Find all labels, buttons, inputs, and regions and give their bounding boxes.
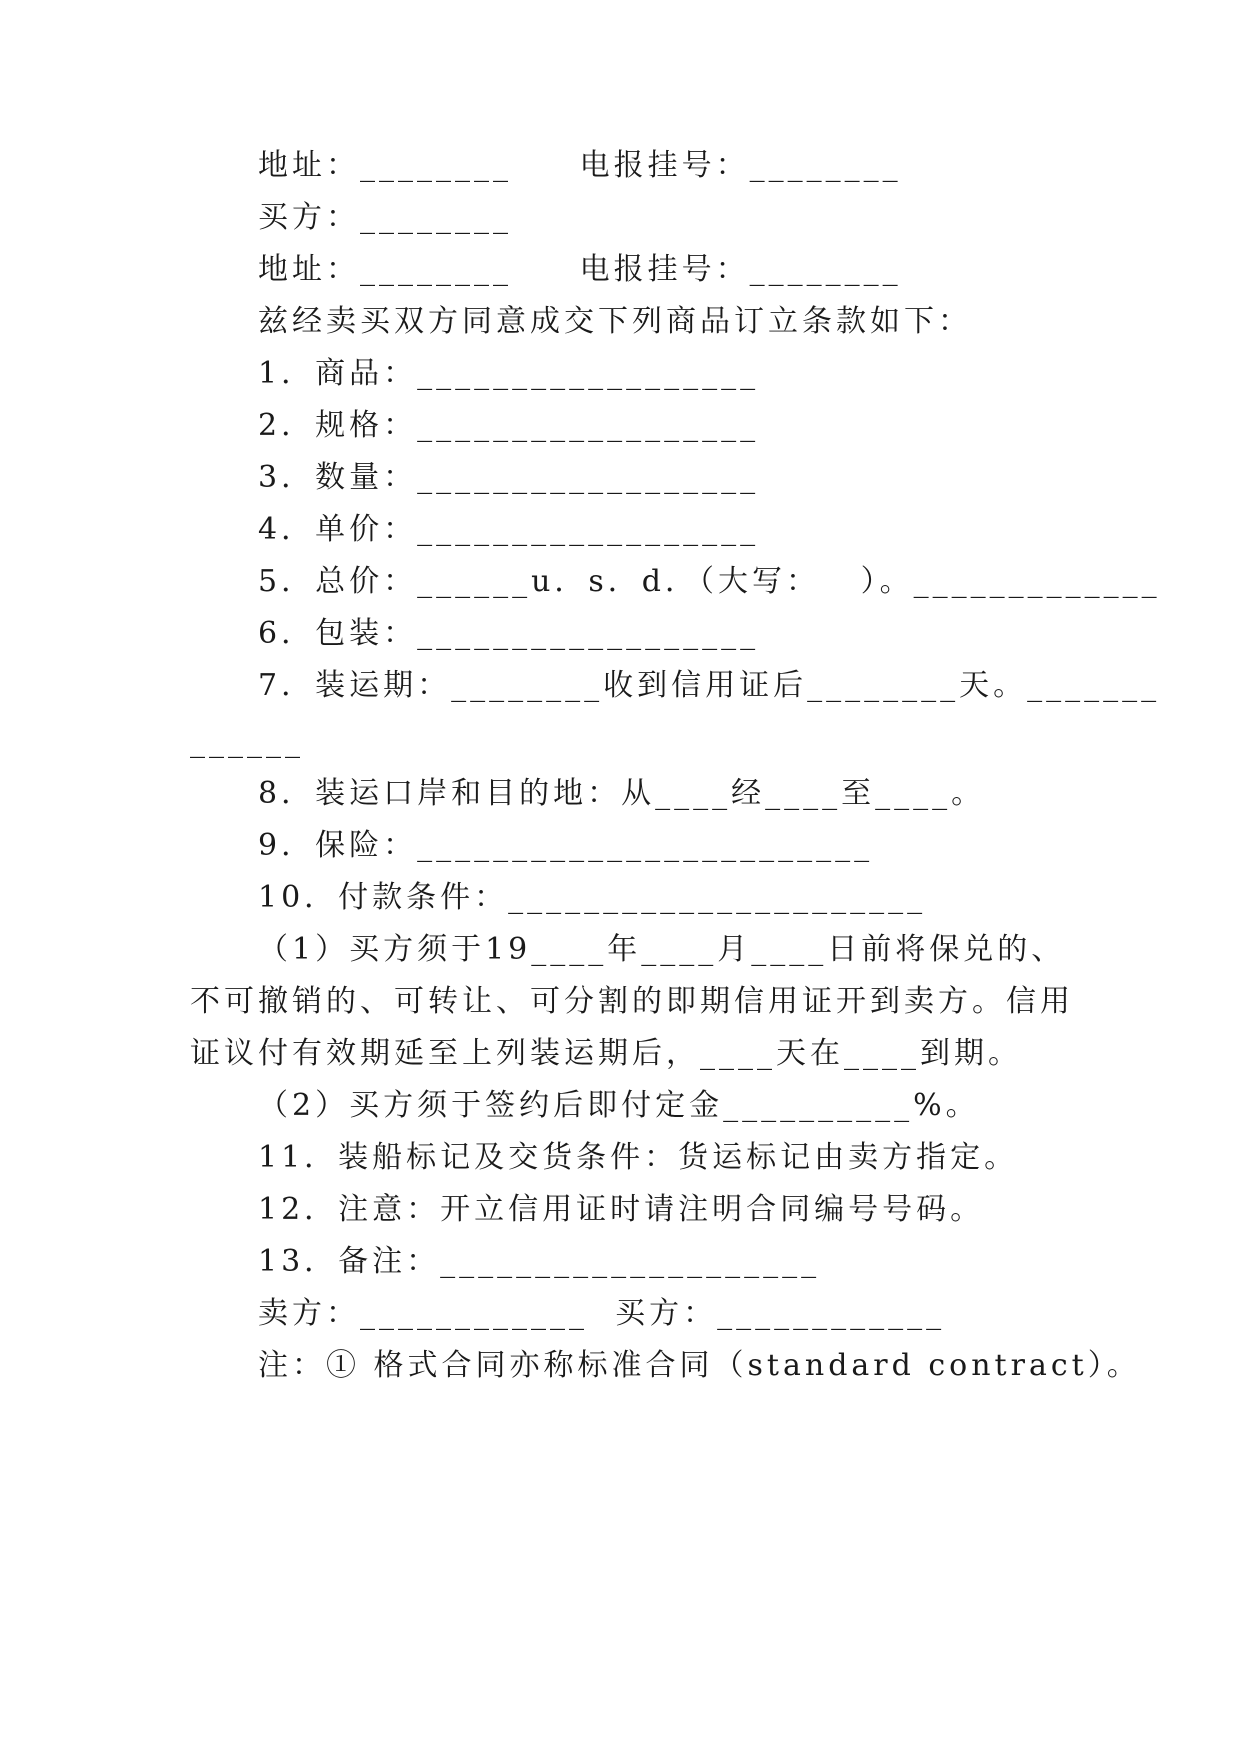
payment-subclause-2: （2）买方须于签约后即付定金__________%。 [258, 1088, 980, 1123]
payment-subclause-1-continued: 不可撤销的、可转让、可分割的即期信用证开到卖方。信用 [190, 984, 1074, 1019]
agreement-intro: 兹经卖买双方同意成交下列商品订立条款如下： [258, 304, 972, 339]
buyer-line: 买方：________ [258, 200, 512, 235]
clause-attention: 12．注意：开立信用证时请注明合同编号号码。 [258, 1192, 985, 1227]
seller-address-line: 地址：________ 电报挂号：________ [258, 148, 902, 183]
clause-shipment-time: 7．装运期：________收到信用证后________天。_______ [258, 668, 1161, 703]
clause-commodity: 1．商品：__________________ [258, 356, 760, 391]
buyer-address-line: 地址：________ 电报挂号：________ [258, 252, 902, 287]
clause-payment: 10．付款条件：______________________ [258, 880, 927, 915]
clause-remarks: 13．备注：____________________ [258, 1244, 821, 1279]
clause-marks: 11．装船标记及交货条件：货运标记由卖方指定。 [258, 1140, 1019, 1175]
clause-unit-price: 4．单价：__________________ [258, 512, 760, 547]
footnote: 注：① 格式合同亦称标准合同（standard contract）。 [258, 1348, 1141, 1383]
clause-specification: 2．规格：__________________ [258, 408, 760, 443]
clause-quantity: 3．数量：__________________ [258, 460, 760, 495]
clause-ports: 8．装运口岸和目的地：从____经____至____。 [258, 776, 986, 811]
payment-subclause-1-end: 证议付有效期延至上列装运期后，____天在____到期。 [190, 1036, 1022, 1071]
clause-total-price: 5．总价：______u．s．d．（大写： ）。_____________ [258, 564, 1161, 599]
clause-insurance: 9．保险：________________________ [258, 828, 874, 863]
payment-subclause-1: （1）买方须于19____年____月____日前将保兑的、 [258, 932, 1066, 967]
clause-shipment-time-continued: ______ [190, 724, 304, 759]
clause-packing: 6．包装：__________________ [258, 616, 760, 651]
signature-line: 卖方：____________ 买方：____________ [258, 1296, 946, 1331]
